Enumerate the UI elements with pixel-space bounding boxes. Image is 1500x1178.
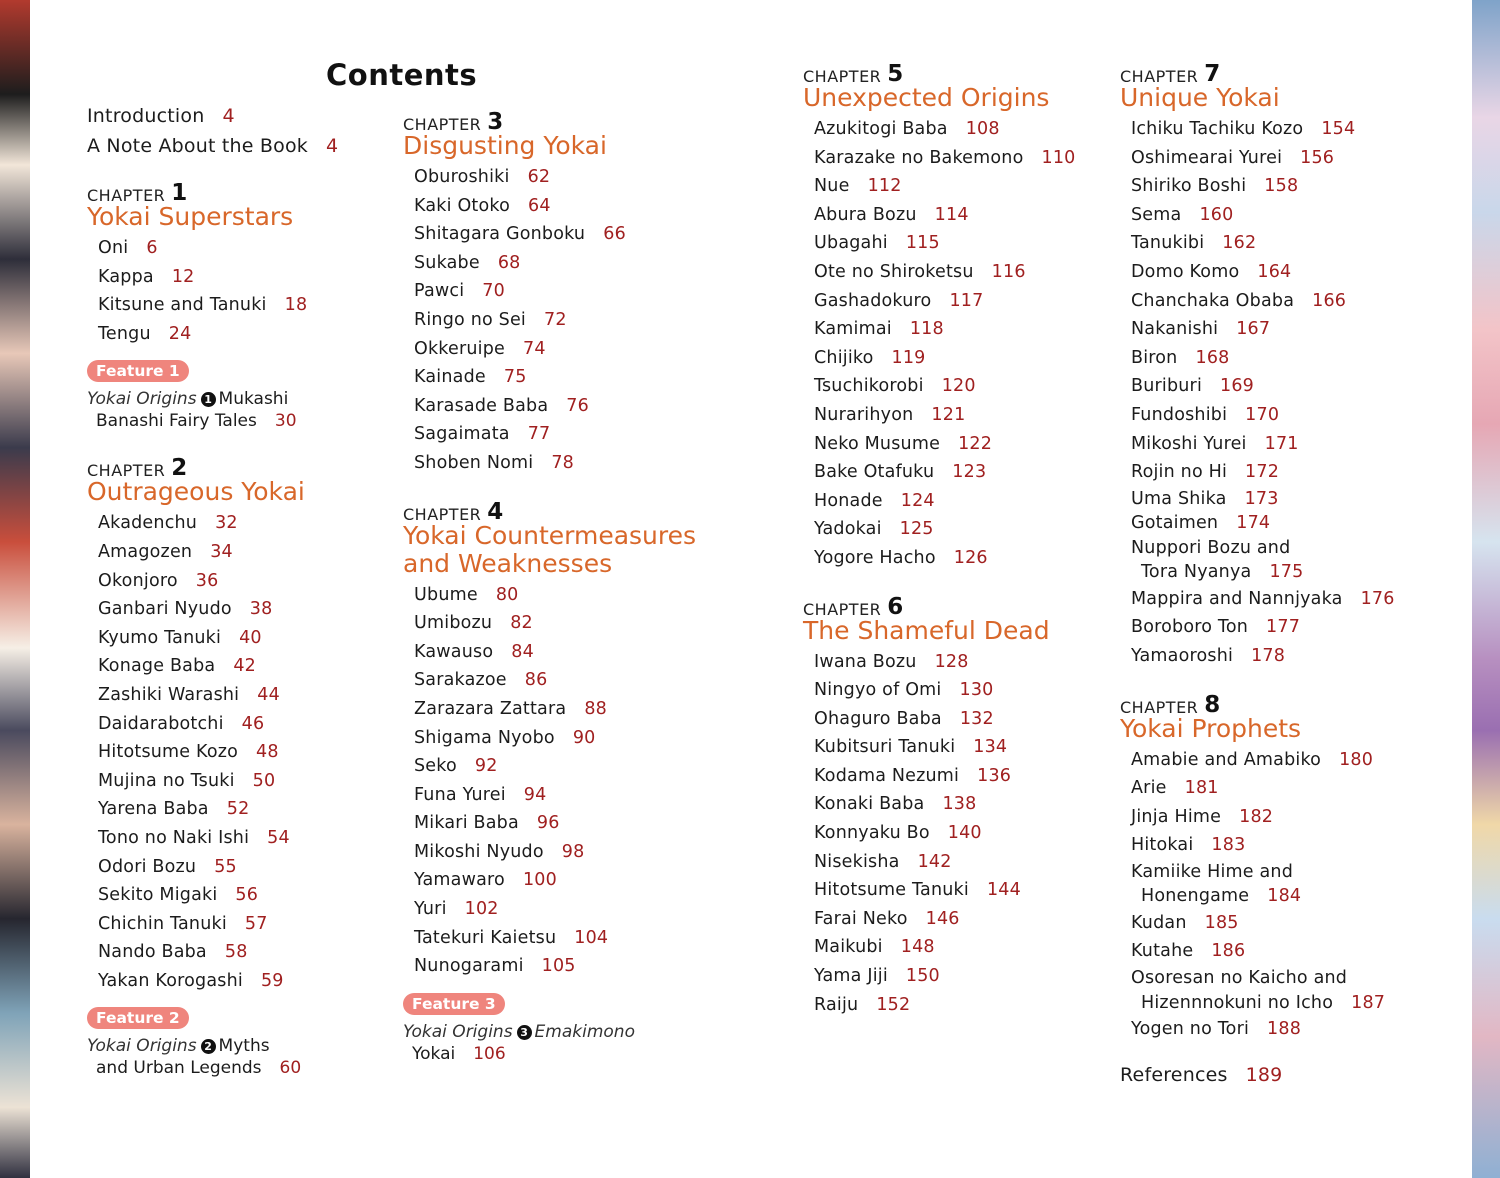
number-1-icon: 1 [201,392,216,407]
toc-entry-references[interactable]: References 189 [1120,1063,1283,1086]
toc-entry[interactable]: Oshimearai Yurei 156 [1131,147,1335,168]
toc-entry[interactable]: Kappa 12 [98,266,195,287]
toc-entry[interactable]: Ohaguro Baba 132 [814,708,994,729]
toc-entry[interactable]: Konnyaku Bo 140 [814,823,982,844]
toc-entry[interactable]: Kamimai 118 [814,319,944,340]
toc-entry[interactable]: Kyumo Tanuki 40 [98,627,262,648]
toc-entry[interactable]: Iwana Bozu 128 [814,651,969,672]
toc-entry[interactable]: Ningyo of Omi 130 [814,680,994,701]
toc-entry[interactable]: Nakanishi 167 [1131,319,1271,340]
toc-entry[interactable]: Chichin Tanuki 57 [98,913,268,934]
toc-entry[interactable]: Sekito Migaki 56 [98,885,259,906]
toc-entry[interactable]: Tanukibi 162 [1131,233,1257,254]
feature-2-entry[interactable]: Yokai Origins 2 Myths and Urban Legends 60 [87,1036,302,1079]
chapter-6-title[interactable]: The Shameful Dead [803,615,1050,645]
toc-entry[interactable]: Mujina no Tsuki 50 [98,770,276,791]
toc-entry[interactable]: Daidarabotchi 46 [98,713,265,734]
toc-entry[interactable]: Amabie and Amabiko 180 [1131,749,1374,770]
toc-entry[interactable]: Yama Jiji 150 [814,966,940,987]
toc-entry[interactable]: Zashiki Warashi 44 [98,684,280,705]
toc-entry[interactable]: Sukabe 68 [414,252,521,273]
toc-entry[interactable]: Hitotsume Tanuki 144 [814,880,1021,901]
toc-column-2 [403,104,703,1065]
toc-entry[interactable]: Kudan 185 [1131,912,1239,933]
toc-entry[interactable]: Nisekisha 142 [814,851,952,872]
toc-entry[interactable]: Rojin no Hi 172 [1131,462,1280,483]
toc-entry[interactable]: Konage Baba 42 [98,656,256,677]
toc-entry[interactable]: Yarena Baba 52 [98,799,250,820]
toc-entry[interactable]: Ubume 80 [414,584,519,605]
toc-entry[interactable]: Odori Bozu 55 [98,856,237,877]
toc-entry[interactable]: Kawauso 84 [414,641,534,662]
toc-entry[interactable]: Ote no Shiroketsu 116 [814,261,1026,282]
toc-entry-continuation[interactable]: Honengame 184 [1141,886,1302,907]
cover-art-right-edge [1472,0,1500,1178]
toc-entry[interactable]: Farai Neko 146 [814,908,960,929]
chapter-2-title[interactable]: Outrageous Yokai [87,477,305,507]
toc-entry-continuation[interactable]: Tora Nyanya 175 [1141,562,1304,583]
toc-entry[interactable]: Kutahe 186 [1131,941,1246,962]
toc-entry[interactable]: Honade 124 [814,490,935,511]
chapter-7-heading: CHAPTER 7 [1120,61,1221,87]
toc-entry[interactable]: Pawci 70 [414,281,505,302]
toc-entry[interactable]: Raiju 152 [814,994,911,1015]
toc-entry[interactable]: Shigama Nyobo 90 [414,727,596,748]
toc-entry[interactable]: Chijiko 119 [814,347,926,368]
chapter-4-title[interactable]: Yokai Countermeasures and Weaknesses [403,520,697,578]
toc-entry[interactable]: Bake Otafuku 123 [814,462,987,483]
toc-column-4 [1120,56,1460,1090]
page-number: 4 [222,105,235,127]
feature-3-badge: Feature 3 [403,993,505,1015]
feature-1-entry[interactable]: Yokai Origins 1 Mukashi Banashi Fairy Tales 30 [87,389,297,432]
toc-entry[interactable]: Shoben Nomi 78 [414,452,575,473]
toc-entry[interactable]: Shitagara Gonboku 66 [414,224,626,245]
toc-entry[interactable]: Shiriko Boshi 158 [1131,176,1299,197]
toc-entry[interactable]: Yuri 102 [414,899,499,920]
toc-entry-note-about-book[interactable] [87,131,377,161]
toc-entry[interactable]: Hitotsume Kozo 48 [98,742,279,763]
toc-entry-introduction[interactable] [87,101,377,131]
toc-entry[interactable]: Tsuchikorobi 120 [814,376,976,397]
toc-entry[interactable]: Domo Komo 164 [1131,261,1292,282]
toc-entry[interactable]: Sagaimata 77 [414,424,551,445]
toc-entry[interactable]: Tengu 24 [98,323,192,344]
toc-entry[interactable]: Umibozu 82 [414,613,533,634]
toc-column-3 [803,56,1103,1019]
feature-1-badge: Feature 1 [87,360,189,382]
toc-entry[interactable]: Nurarihyon 121 [814,404,966,425]
toc-entry[interactable]: Hitokai 183 [1131,835,1246,856]
toc-entry[interactable]: Arie 181 [1131,778,1219,799]
toc-entry[interactable]: Gotaimen 174 [1131,513,1271,534]
toc-entry[interactable]: Boroboro Ton 177 [1131,617,1301,638]
toc-entry[interactable]: Tono no Naki Ishi 54 [98,827,290,848]
cover-art-left-edge [0,0,30,1178]
toc-entry[interactable]: Akadenchu 32 [98,513,238,534]
toc-entry[interactable]: Mikari Baba 96 [414,813,560,834]
chapter-4-heading: CHAPTER 4 [403,498,504,525]
toc-entry[interactable]: Biron 168 [1131,347,1230,368]
toc-entry[interactable]: Tatekuri Kaietsu 104 [414,927,609,948]
toc-entry[interactable]: Nue 112 [814,176,902,197]
toc-entry[interactable]: Fundoshibi 170 [1131,404,1280,425]
toc-entry[interactable]: Konaki Baba 138 [814,794,977,815]
toc-entry[interactable]: Yamawaro 100 [414,870,557,891]
chapter-6-heading: CHAPTER 6 [803,593,904,620]
toc-entry[interactable]: Mappira and Nannjyaka 176 [1131,588,1395,609]
chapter-3-title[interactable]: Disgusting Yokai [403,131,607,160]
chapter-1-title[interactable]: Yokai Superstars [87,202,294,231]
feature-3-entry[interactable]: Yokai Origins 3 Emakimono Yokai 106 [403,1021,635,1064]
toc-entry[interactable]: Yogore Hacho 126 [814,547,988,568]
entry-label: Introduction [87,105,205,127]
toc-entry[interactable]: Yadokai 125 [814,519,934,540]
toc-entry[interactable]: Ringo no Sei 72 [414,309,567,330]
chapter-3-heading: CHAPTER 3 [403,109,504,135]
toc-entry[interactable]: Buriburi 169 [1131,376,1255,397]
toc-entry[interactable]: Karazake no Bakemono 110 [814,147,1076,168]
toc-entry[interactable]: Ganbari Nyudo 38 [98,599,273,620]
toc-entry[interactable]: Seko 92 [414,756,498,777]
toc-entry[interactable]: Gashadokuro 117 [814,290,984,311]
toc-entry[interactable]: Uma Shika 173 [1131,488,1279,509]
chapter-2-heading: CHAPTER 2 [87,455,188,482]
toc-entry[interactable]: Chanchaka Obaba 166 [1131,290,1347,311]
toc-entry-multiline[interactable]: Kamiike Hime and [1131,861,1294,882]
toc-entry[interactable]: Mikoshi Nyudo 98 [414,841,585,862]
toc-entry[interactable]: Kaki Otoko 64 [414,195,551,216]
number-3-icon: 3 [517,1025,532,1040]
feature-2-badge: Feature 2 [87,1007,189,1029]
chapter-5-title[interactable]: Unexpected Origins [803,83,1050,112]
page-title: Contents [326,58,478,92]
toc-entry[interactable]: Kainade 75 [414,367,527,388]
chapter-1-heading [87,175,377,205]
chapter-7-title[interactable]: Unique Yokai [1120,83,1280,112]
toc-entry[interactable]: Funa Yurei 94 [414,784,547,805]
chapter-8-heading: CHAPTER 8 [1120,691,1221,718]
toc-entry[interactable]: Yakan Korogashi 59 [98,970,284,991]
chapter-number: 1 [171,180,188,206]
chapter-5-heading: CHAPTER 5 [803,61,904,87]
toc-entry[interactable]: Ubagahi 115 [814,233,940,254]
toc-entry[interactable]: Jinja Hime 182 [1131,806,1274,827]
toc-entry[interactable]: Neko Musume 122 [814,433,993,454]
toc-entry[interactable]: Karasade Baba 76 [414,395,589,416]
toc-entry[interactable]: Oni 6 [98,238,158,258]
toc-entry[interactable]: Maikubi 148 [814,937,935,958]
toc-entry[interactable]: Sarakazoe 86 [414,670,548,691]
toc-entry[interactable]: Zarazara Zattara 88 [414,698,607,719]
toc-entry[interactable]: Ichiku Tachiku Kozo 154 [1131,119,1356,139]
toc-entry[interactable]: Okonjoro 36 [98,570,219,591]
toc-entry[interactable]: Yamaoroshi 178 [1131,645,1286,666]
toc-entry[interactable]: Mikoshi Yurei 171 [1131,433,1299,454]
toc-entry[interactable]: Azukitogi Baba 108 [814,119,1000,139]
toc-entry[interactable]: Kubitsuri Tanuki 134 [814,737,1008,758]
toc-entry[interactable]: Abura Bozu 114 [814,204,969,225]
toc-entry[interactable]: Nando Baba 58 [98,942,248,963]
toc-entry[interactable]: Kodama Nezumi 136 [814,765,1012,786]
toc-column-1 [87,101,377,1079]
toc-entry[interactable]: Nunogarami 105 [414,956,576,977]
toc-entry[interactable]: Oburoshiki 62 [414,167,551,187]
page-number: 4 [325,135,339,157]
toc-entry[interactable]: Okkeruipe 74 [414,338,546,359]
chapter-label: CHAPTER [87,186,166,205]
toc-entry-continuation[interactable]: Hizennnokuni no Icho 187 [1141,992,1386,1013]
chapter-8-title[interactable]: Yokai Prophets [1120,713,1302,743]
toc-entry-multiline[interactable]: Nuppori Bozu and [1131,537,1291,558]
toc-entry[interactable]: Yogen no Tori 188 [1131,1019,1302,1040]
entry-label: A Note About the Book [87,135,308,157]
toc-entry[interactable]: Sema 160 [1131,204,1234,225]
toc-entry[interactable]: Amagozen 34 [98,541,233,562]
toc-entry[interactable]: Kitsune and Tanuki 18 [98,295,308,316]
number-2-icon: 2 [201,1039,216,1054]
toc-entry-multiline[interactable]: Osoresan no Kaicho and [1131,968,1348,989]
